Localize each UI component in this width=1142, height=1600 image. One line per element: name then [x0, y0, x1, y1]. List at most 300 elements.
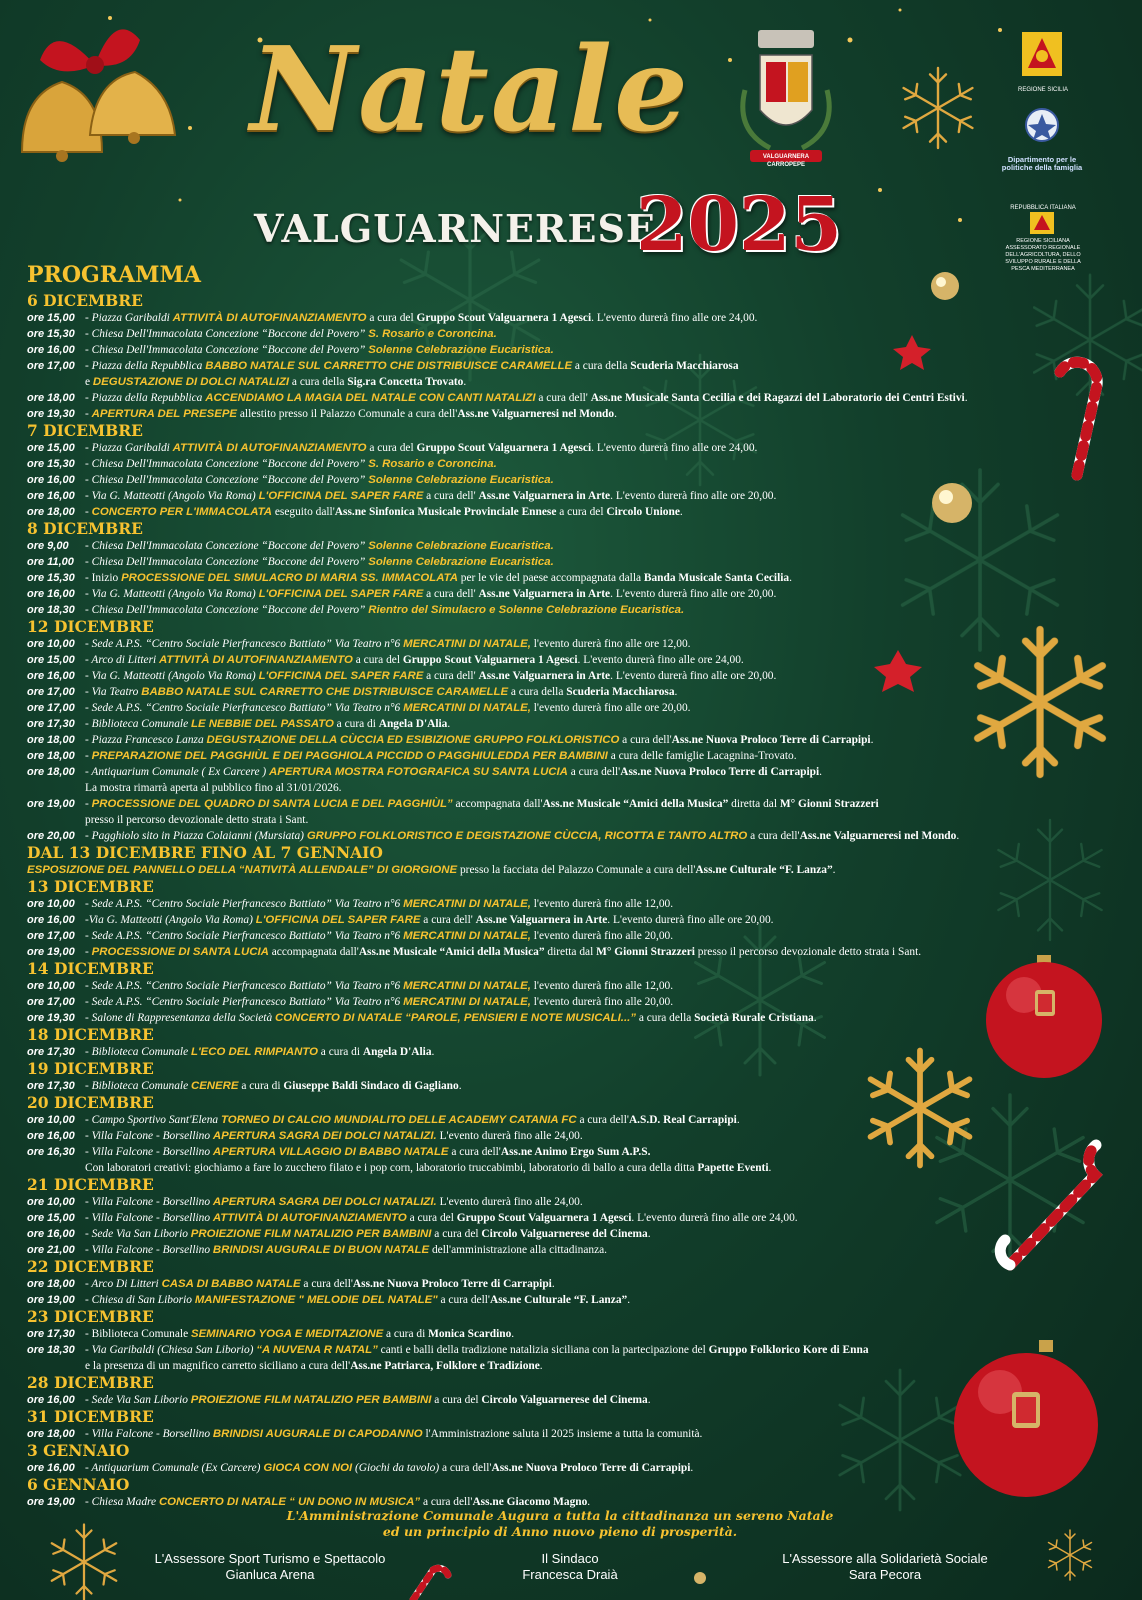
- event-title: ATTIVITÀ DI AUTOFINANZIAMENTO: [159, 654, 353, 666]
- organizer-name: Ass.ne Valguarnera in Arte: [478, 670, 611, 682]
- event-description: [85, 310, 757, 326]
- event-venue: - Via Teatro: [85, 686, 142, 698]
- event-venue: - Salone di Rappresentanza della Società: [85, 1012, 276, 1024]
- event-detail: .: [511, 1328, 515, 1340]
- event-venue: - Via G. Matteotti (Angolo Via Roma): [85, 588, 259, 600]
- event-time: ore 21,00: [27, 1244, 75, 1256]
- organizer-name: Ass.ne Animo Ergo Sum A.P.S.: [500, 1146, 651, 1158]
- event-venue: - Biblioteca Comunale: [85, 1046, 191, 1058]
- event-venue: -Via G. Matteotti (Angolo Via Roma): [85, 914, 256, 926]
- event-detail: allestito presso il Palazzo Comunale a cura dell': [237, 408, 458, 420]
- organizer-name: M° Gionni Strazzeri: [779, 798, 879, 810]
- event-detail: .: [679, 506, 683, 518]
- event-description: [85, 828, 959, 844]
- event-description: [85, 1326, 514, 1342]
- event-row: [27, 652, 1047, 668]
- event-detail: accompagnata dall': [452, 798, 543, 810]
- event-detail: a cura delle famiglie Lacagnina-Trovato.: [607, 750, 797, 762]
- organizer-name: Ass.ne Giacomo Magno: [472, 1496, 588, 1508]
- event-row: [27, 684, 1047, 700]
- event-time: ore 19,00: [27, 1294, 75, 1306]
- event-time: ore 19,00: [27, 946, 75, 958]
- event-title: ESPOSIZIONE DEL PANNELLO DELLA “NATIVITÀ ALLENDALE” DI GIORGIONE: [27, 864, 458, 876]
- event-time: ore 17,00: [27, 686, 75, 698]
- event-detail: . L'evento durerà fino alle ore 24,00.: [577, 654, 744, 666]
- event-title: CONCERTO DI NATALE “PAROLE, PENSIERI E NOTE MUSICALI...”: [275, 1012, 636, 1024]
- event-detail: L'evento durerà fino alle 24,00.: [436, 1196, 583, 1208]
- event-description: [85, 570, 792, 586]
- event-detail: .: [647, 1394, 651, 1406]
- organizer-name: A.S.D. Real Carrapipi: [628, 1114, 737, 1126]
- event-time: ore 10,00: [27, 638, 75, 650]
- event-venue: - Villa Falcone - Borsellino: [85, 1146, 213, 1158]
- event-title: TORNEO DI CALCIO MUNDIALITO DELLE ACADEMY CATANIA FC: [220, 1114, 577, 1126]
- event-detail: .: [627, 1294, 631, 1306]
- day-heading: 7 DICEMBRE: [27, 421, 143, 440]
- event-time: ore 18,00: [27, 750, 75, 762]
- event-title: GIOCA CON NOI: [263, 1462, 353, 1474]
- event-description: [85, 586, 776, 602]
- event-description: [85, 912, 774, 928]
- event-title: CASA DI BABBO NATALE: [161, 1278, 301, 1290]
- event-row: [27, 602, 1047, 618]
- event-detail: a cura del: [406, 1212, 457, 1224]
- event-description: [85, 1342, 869, 1358]
- signature-name: Gianluca Arena: [225, 1567, 315, 1582]
- poster-year: 2025: [636, 182, 842, 268]
- event-time: ore 18,00: [27, 392, 75, 404]
- event-time: ore 17,30: [27, 1328, 75, 1340]
- organizer-name: Gruppo Scout Valguarnera 1 Agesci: [416, 312, 592, 324]
- organizer-name: Scuderia Macchiarosa: [630, 360, 739, 372]
- event-detail: dell'amministrazione alla cittadinanza.: [429, 1244, 608, 1256]
- event-description: [85, 456, 497, 472]
- event-detail: .: [832, 864, 836, 876]
- event-detail: a cura del: [352, 654, 403, 666]
- event-time: ore 19,00: [27, 1496, 75, 1508]
- event-title: BRINDISI AUGURALE DI BUON NATALE: [212, 1244, 430, 1256]
- event-row: [27, 1276, 1047, 1292]
- event-description: [85, 326, 497, 342]
- event-venue: - Chiesa Madre: [85, 1496, 159, 1508]
- event-row: [27, 764, 1047, 780]
- event-description: [85, 748, 797, 764]
- event-title: MERCATINI DI NATALE,: [403, 638, 531, 650]
- organizer-name: Ass.ne Valguarnera in Arte: [478, 588, 611, 600]
- event-row: [27, 828, 1047, 844]
- event-description: [85, 554, 554, 570]
- event-venue: - Sede A.P.S. “Centro Sociale Pierfrancesco Battiato” Via Teatro n°6: [85, 980, 404, 992]
- day-heading: 6 DICEMBRE: [27, 291, 143, 310]
- event-venue: - Villa Falcone - Borsellino: [85, 1428, 213, 1440]
- event-description: [85, 440, 757, 456]
- event-detail: a cura del: [431, 1228, 482, 1240]
- organizer-name: M° Gionni Strazzeri: [596, 946, 695, 958]
- event-title: S. Rosario e Coroncina.: [368, 328, 497, 340]
- event-venue: - Sede A.P.S. “Centro Sociale Pierfrancesco Battiato” Via Teatro n°6: [85, 638, 404, 650]
- day-heading: 21 DICEMBRE: [27, 1175, 154, 1194]
- event-detail: a cura del: [431, 1394, 482, 1406]
- event-detail: . L'evento durerà fino alle ore 20,00.: [610, 670, 777, 682]
- dipartimento-label: Dipartimento per le politiche della famiglia: [1001, 155, 1083, 172]
- event-detail: .: [819, 766, 823, 778]
- organizer-name: Ass.ne Musicale “Amici della Musica”: [542, 798, 729, 810]
- event-time: ore 15,30: [27, 458, 75, 470]
- event-time: ore 16,30: [27, 1146, 75, 1158]
- event-venue: -: [85, 946, 92, 958]
- event-detail: a cura dell': [439, 1462, 492, 1474]
- organizer-name: Papette Eventi: [697, 1162, 769, 1174]
- organizer-name: Ass.ne Patriarca, Folklore e Tradizione: [350, 1360, 540, 1372]
- regione-siciliana-agricoltura-logo-icon: [1030, 212, 1054, 234]
- organizer-name: Gruppo Scout Valguarnera 1 Agesci: [456, 1212, 632, 1224]
- event-title: PREPARAZIONE DEL PAGGHIÙL E DEI PAGGHIOLA PICCIDD O PAGGHIULEDDA PER BAMBINI: [91, 750, 608, 762]
- day-heading: 22 DICEMBRE: [27, 1257, 154, 1276]
- event-row: [27, 732, 1047, 748]
- regione-sicilia-logo-icon: [1022, 32, 1062, 76]
- event-detail: L'evento durerà fino alle 24,00.: [436, 1130, 583, 1142]
- event-venue: - Piazza Garibaldi: [85, 442, 173, 454]
- event-title: ATTIVITÀ DI AUTOFINANZIAMENTO: [172, 442, 367, 454]
- event-description: [85, 764, 822, 780]
- event-row: [27, 748, 1047, 764]
- event-note: [27, 1358, 1047, 1374]
- event-description: [85, 602, 684, 618]
- event-detail: .: [551, 1278, 555, 1290]
- event-description: [85, 700, 691, 716]
- organizer-name: Circolo Unione: [606, 506, 680, 518]
- event-detail: a cura dell': [535, 392, 591, 404]
- poster-subtitle: VALGUARNERESE: [254, 206, 656, 251]
- event-title: PROCESSIONE DI SANTA LUCIA: [91, 946, 269, 958]
- event-venue: - Piazza Garibaldi: [85, 312, 173, 324]
- event-venue: - Chiesa Dell'Immacolata Concezione “Boccone del Povero”: [85, 474, 369, 486]
- signature-sindaco: [470, 1551, 670, 1583]
- event-time: ore 10,00: [27, 898, 75, 910]
- event-time: ore 18,30: [27, 1344, 75, 1356]
- event-title: MERCATINI DI NATALE,: [403, 930, 531, 942]
- event-time: ore 19,30: [27, 408, 75, 420]
- event-row: [27, 456, 1047, 472]
- event-time: ore 11,00: [27, 556, 74, 568]
- organizer-name: Ass.ne Musicale “Amici della Musica”: [358, 946, 545, 958]
- event-time: ore 20,00: [27, 830, 75, 842]
- event-detail: a cura dell': [420, 1496, 473, 1508]
- event-detail: .: [614, 408, 617, 420]
- event-description: [85, 668, 776, 684]
- event-time: ore 16,00: [27, 588, 75, 600]
- event-title: Rientro del Simulacro e Solenne Celebrazione Eucaristica.: [368, 604, 685, 616]
- event-description: [85, 1392, 651, 1408]
- organizer-name: Circolo Valguarnerese del Cinema: [481, 1394, 648, 1406]
- event-description: [85, 1226, 651, 1242]
- event-title: DEGUSTAZIONE DI DOLCI NATALIZI: [92, 376, 290, 388]
- event-time: ore 15,00: [27, 312, 75, 324]
- event-venue: - Villa Falcone - Borsellino: [85, 1196, 213, 1208]
- event-description: [85, 472, 554, 488]
- regione-sicilia-label: REGIONE SICILIA: [1017, 87, 1068, 93]
- event-title: PROCESSIONE DEL SIMULACRO DI MARIA SS. IMMACOLATA: [121, 572, 458, 584]
- event-row: [27, 1242, 1047, 1258]
- event-title: BABBO NATALE SUL CARRETTO CHE DISTRIBUISCE CARAMELLE: [141, 686, 509, 698]
- event-row: [27, 668, 1047, 684]
- event-venue: (Giochi da tavolo): [352, 1462, 440, 1474]
- event-description: [85, 1276, 555, 1292]
- event-detail: . L'evento durerà fino alle ore 20,00.: [610, 588, 777, 600]
- organizer-name: Ass.ne Valguarneresi nel Mondo: [457, 408, 615, 420]
- signature-name: Sara Pecora: [848, 1567, 922, 1582]
- organizer-name: Banda Musicale Santa Cecilia: [643, 572, 790, 584]
- event-detail: l'evento durerà fino alle 20,00.: [530, 930, 674, 942]
- event-venue: - Chiesa Dell'Immacolata Concezione “Boccone del Povero”: [85, 540, 369, 552]
- organizer-name: Ass.ne Musicale Santa Cecilia e dei Ragazzi del Laboratorio dei Centri Estivi: [590, 392, 965, 404]
- event-venue: - Villa Falcone - Borsellino: [85, 1244, 213, 1256]
- event-detail: .: [870, 734, 874, 746]
- event-row: [27, 326, 1047, 342]
- day-heading: 3 GENNAIO: [27, 1441, 130, 1460]
- event-time: ore 16,00: [27, 670, 75, 682]
- event-row: [27, 488, 1047, 504]
- event-row: [27, 944, 1047, 960]
- event-time: ore 17,00: [27, 996, 75, 1008]
- event-venue: - Chiesa Dell'Immacolata Concezione “Boccone del Povero”: [85, 604, 369, 616]
- event-time: ore 9,00: [27, 540, 69, 552]
- event-note: [27, 780, 1047, 796]
- event-description: [85, 1426, 702, 1442]
- event-title: APERTURA DEL PRESEPE: [91, 408, 238, 420]
- event-detail: .: [587, 1496, 591, 1508]
- event-row: [27, 1342, 1047, 1358]
- event-row: [27, 994, 1047, 1010]
- event-detail: a cura della: [635, 1012, 695, 1024]
- event-detail: Con laboratori creativi: giochiamo a fare lo zucchero filato e i pop corn, laboratorio truccabimbi, laboratorio di ballo a cura della ditta: [85, 1162, 698, 1174]
- event-time: ore 18,00: [27, 506, 75, 518]
- event-title: CONCERTO PER L'IMMACOLATA: [91, 506, 272, 518]
- event-detail: a cura della: [508, 686, 567, 698]
- event-venue: - Chiesa Dell'Immacolata Concezione “Boccone del Povero”: [85, 328, 369, 340]
- event-venue: - Campo Sportivo Sant'Elena: [85, 1114, 221, 1126]
- closing-message-line-2: ed un principio di Anno nuovo pieno di prosperità.: [382, 1524, 738, 1539]
- event-detail: presso il percorso devozionale detto strata i Sant.: [694, 946, 922, 958]
- event-title: ACCENDIAMO LA MAGIA DEL NATALE CON CANTI NATALIZI: [205, 392, 536, 404]
- event-detail: a cura di: [333, 718, 379, 730]
- event-time: ore 19,00: [27, 798, 75, 810]
- event-row: [27, 390, 1047, 406]
- organizer-name: Società Rurale Cristiana: [694, 1012, 814, 1024]
- event-description: [85, 406, 617, 422]
- event-description: [85, 732, 873, 748]
- event-detail: a cura dell': [420, 914, 476, 926]
- event-detail: eseguito dall': [271, 506, 335, 518]
- event-row: [27, 978, 1047, 994]
- event-row: [27, 538, 1047, 554]
- event-row: [27, 1210, 1047, 1226]
- event-title: PROCESSIONE DEL QUADRO DI SANTA LUCIA E DEL PAGGHIÙL”: [91, 798, 453, 810]
- event-description: [85, 1128, 583, 1144]
- event-venue: - Antiquarium Comunale (Ex Carcere): [85, 1462, 264, 1474]
- event-detail: a cura dell': [448, 1146, 501, 1158]
- event-row: [27, 1392, 1047, 1408]
- event-detail: a cura dell': [747, 830, 800, 842]
- event-row: [27, 472, 1047, 488]
- event-detail: a cura dell': [300, 1278, 353, 1290]
- event-venue: - Piazza della Repubblica: [85, 392, 206, 404]
- event-venue: - Sede A.P.S. “Centro Sociale Pierfrancesco Battiato” Via Teatro n°6: [85, 898, 404, 910]
- event-venue: - Chiesa Dell'Immacolata Concezione “Boccone del Povero”: [85, 556, 369, 568]
- event-row: [27, 896, 1047, 912]
- organizer-name: Monica Scardino: [428, 1328, 512, 1340]
- event-detail: .: [431, 1046, 435, 1058]
- event-description: [85, 1044, 434, 1060]
- organizer-name: Gruppo Scout Valguarnera 1 Agesci: [416, 442, 592, 454]
- event-detail: a cura dell': [567, 766, 621, 778]
- event-description: [85, 1242, 607, 1258]
- event-description: [85, 1194, 583, 1210]
- event-row: [27, 570, 1047, 586]
- event-venue: -: [85, 506, 92, 518]
- organizer-name: Ass.ne Nuova Proloco Terre di Carrapipi: [620, 766, 820, 778]
- poster-title: Natale: [250, 22, 690, 158]
- signature-assessore-solidarieta: [760, 1551, 1010, 1583]
- event-detail: a cura dell': [576, 1114, 629, 1126]
- event-detail: a cura della: [572, 360, 631, 372]
- organizer-name: Ass.ne Sinfonica Musicale Provinciale Ennese: [334, 506, 557, 518]
- event-time: ore 18,00: [27, 734, 75, 746]
- event-row: [27, 1010, 1047, 1026]
- event-detail: diretta dal: [544, 946, 597, 958]
- event-detail: a cura dell': [423, 670, 479, 682]
- event-note: [27, 374, 1047, 390]
- event-detail: presso il percorso devozionale detto strata i Sant.: [85, 814, 309, 826]
- event-title: MERCATINI DI NATALE,: [403, 702, 531, 714]
- event-description: [85, 1210, 798, 1226]
- event-title: CENERE: [190, 1080, 239, 1092]
- organizer-name: Scuderia Macchiarosa: [566, 686, 675, 698]
- event-detail: per le vie del paese accompagnata dalla: [457, 572, 644, 584]
- event-title: Solenne Celebrazione Eucaristica.: [368, 540, 554, 552]
- event-detail: .: [736, 1114, 740, 1126]
- event-time: ore 18,30: [27, 604, 75, 616]
- event-detail: .: [690, 1462, 694, 1474]
- event-description: [85, 896, 673, 912]
- event-time: ore 16,00: [27, 1394, 75, 1406]
- event-detail: .: [447, 718, 451, 730]
- day-heading: 31 DICEMBRE: [27, 1407, 154, 1426]
- event-title: MERCATINI DI NATALE,: [403, 898, 531, 910]
- event-venue: - Sede Via San Liborio: [85, 1394, 191, 1406]
- event-detail: accompagnata dall': [268, 946, 359, 958]
- event-detail: e: [85, 376, 93, 388]
- event-detail: l'Amministrazione saluta il 2025 insieme a tutta la comunità.: [422, 1428, 703, 1440]
- event-description: [85, 652, 744, 668]
- event-row: [27, 554, 1047, 570]
- event-venue: - Piazza della Repubblica: [85, 360, 206, 372]
- event-time: ore 18,00: [27, 1278, 75, 1290]
- closing-message-line-1: L'Amministrazione Comunale Augura a tutta la cittadinanza un sereno Natale: [286, 1508, 834, 1523]
- event-time: ore 16,00: [27, 344, 75, 356]
- event-row: [27, 1128, 1047, 1144]
- event-row: [27, 716, 1047, 732]
- day-heading: 8 DICEMBRE: [27, 519, 143, 538]
- event-venue: - Via Garibaldi (Chiesa San Liborio): [85, 1344, 257, 1356]
- event-time: ore 10,00: [27, 1196, 75, 1208]
- event-row: [27, 700, 1047, 716]
- event-time: ore 16,00: [27, 914, 75, 926]
- event-row: [27, 440, 1047, 456]
- event-description: [85, 944, 921, 960]
- event-detail: e la presenza di un magnifico carretto siciliano a cura dell': [85, 1360, 351, 1372]
- event-title: BRINDISI AUGURALE DI CAPODANNO: [212, 1428, 423, 1440]
- event-detail: . L'evento durerà fino alle ore 24,00.: [631, 1212, 798, 1224]
- event-time: ore 17,00: [27, 702, 75, 714]
- organizer-name: Gruppo Folklorico Kore di Enna: [708, 1344, 869, 1356]
- event-description: [85, 342, 554, 358]
- organizer-name: Giuseppe Baldi Sindaco di Gagliano: [283, 1080, 459, 1092]
- organizer-name: Angela D'Alia: [378, 718, 448, 730]
- event-row: [27, 406, 1047, 422]
- organizer-name: Ass.ne Nuova Proloco Terre di Carrapipi: [671, 734, 871, 746]
- day-heading: 12 DICEMBRE: [27, 617, 154, 636]
- event-title: L'ECO DEL RIMPIANTO: [190, 1046, 318, 1058]
- event-detail: - Biblioteca Comunale: [85, 1328, 191, 1340]
- event-row: [27, 1044, 1047, 1060]
- event-row: [27, 504, 1047, 520]
- organizer-name: Ass.ne Nuova Proloco Terre di Carrapipi: [491, 1462, 691, 1474]
- event-title: BABBO NATALE SUL CARRETTO CHE DISTRIBUISCE CARAMELLE: [205, 360, 573, 372]
- event-detail: a cura dell': [423, 588, 479, 600]
- event-title: MERCATINI DI NATALE,: [403, 980, 531, 992]
- day-heading: 6 GENNAIO: [27, 1475, 130, 1494]
- event-title: L'OFFICINA DEL SAPER FARE: [258, 588, 424, 600]
- day-heading: 19 DICEMBRE: [27, 1059, 154, 1078]
- event-time: ore 17,30: [27, 1046, 75, 1058]
- event-description: [85, 390, 968, 406]
- event-venue: - Villa Falcone - Borsellino: [85, 1212, 213, 1224]
- organizer-name: Ass.ne Culturale “F. Lanza”: [489, 1294, 628, 1306]
- event-detail: .: [956, 830, 960, 842]
- event-description: [85, 928, 673, 944]
- event-venue: - Villa Falcone - Borsellino: [85, 1130, 213, 1142]
- event-detail: . L'evento durerà fino alle ore 24,00.: [591, 442, 758, 454]
- organizer-name: Ass.ne Valguarneresi nel Mondo: [799, 830, 957, 842]
- day-heading: 18 DICEMBRE: [27, 1025, 154, 1044]
- event-time: ore 10,00: [27, 1114, 75, 1126]
- event-description: [85, 1144, 650, 1160]
- event-title: CONCERTO DI NATALE “ UN DONO IN MUSICA”: [158, 1496, 421, 1508]
- event-venue: - Pagghiolo sito in Piazza Colaianni (Mursiata): [85, 830, 307, 842]
- event-title: APERTURA MOSTRA FOTOGRAFICA SU SANTA LUCIA: [269, 766, 568, 778]
- day-heading: 20 DICEMBRE: [27, 1093, 154, 1112]
- event-description: [85, 358, 739, 374]
- event-description: [85, 1460, 693, 1476]
- special-event-row: [27, 862, 1047, 878]
- event-detail: - Inizio: [85, 572, 122, 584]
- event-detail: l'evento durerà fino alle 12,00.: [530, 980, 674, 992]
- signature-role: L'Assessore alla Solidarietà Sociale: [782, 1551, 988, 1566]
- event-note: [27, 1160, 1047, 1176]
- event-time: ore 16,00: [27, 490, 75, 502]
- event-detail: .: [458, 1080, 462, 1092]
- event-row: [27, 928, 1047, 944]
- event-detail: .: [647, 1228, 651, 1240]
- event-row: [27, 1292, 1047, 1308]
- event-description: [85, 684, 677, 700]
- event-description: [85, 538, 554, 554]
- event-detail: .: [463, 376, 467, 388]
- event-detail: . L'evento durerà fino alle ore 24,00.: [591, 312, 758, 324]
- event-detail: a cura del: [556, 506, 607, 518]
- event-time: ore 10,00: [27, 980, 75, 992]
